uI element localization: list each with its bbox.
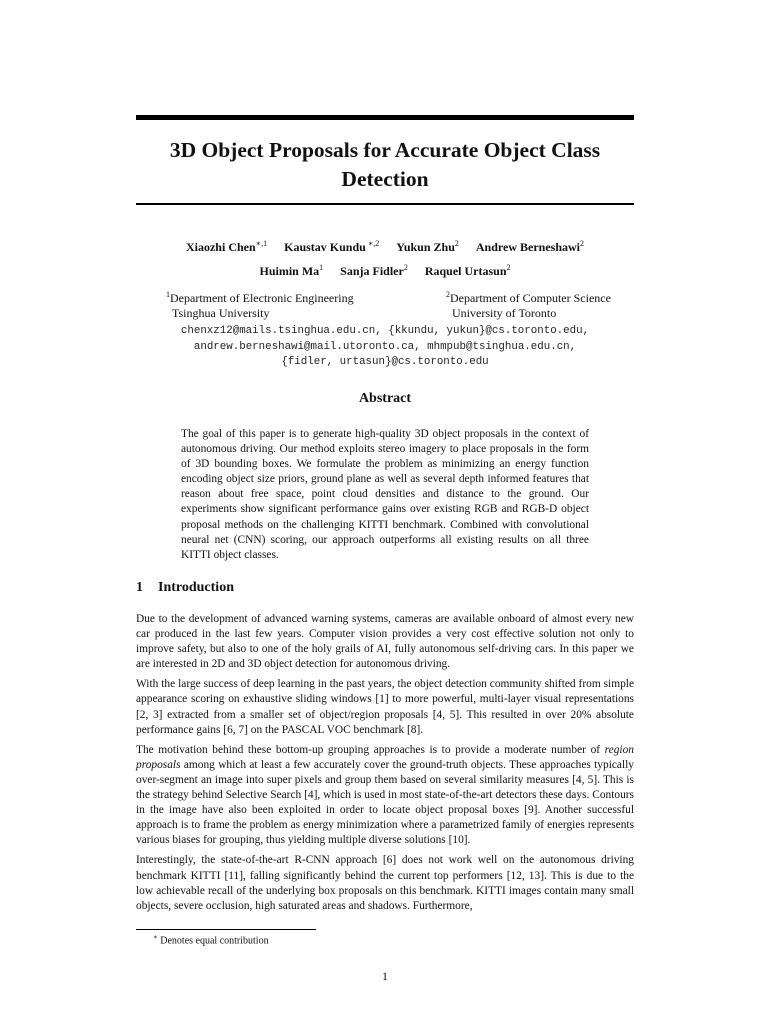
author: Yukun Zhu$^2$ [396, 239, 459, 254]
page-number: 1 [382, 969, 388, 983]
affiliation-tsinghua: $^1$Department of Electronic Engineering Tsinghua University [166, 290, 354, 320]
email-line: andrew.berneshawi@mail.utoronto.ca, mhmpub@tsinghua.edu.cn, [193, 340, 577, 353]
paragraph: The motivation behind these bottom-up grouping approaches is to provide a moderate number of region proposals among which at least a few accurately cover the ground-truth objects. These approaches typically over-segment an image into super pixels and group them based on several similarity measures [4, 5]. This is the strategy behind Selective Search [4], which is used in most state-of-the-art detectors these days. Contours in the image have also been exploited in order to locate object proposal boxes [9]. Another successful approach is to frame the problem as energy minimization where a parametrized family of energies represents various biases for grouping, thus yielding multiple diverse solutions [10]. [136, 743, 634, 847]
section-heading [136, 580, 234, 596]
author-row-1 [136, 239, 634, 255]
section-number: 1 [136, 580, 143, 595]
affiliation-toronto: $^2$Department of Computer Science University of Toronto [446, 290, 611, 320]
section-title: Introduction [158, 580, 234, 595]
author: Huimin Ma$^1$ [259, 263, 324, 278]
abstract-text: The goal of this paper is to generate high-quality 3D object proposals in the context of autonomous driving. Our method exploits stereo imagery to place proposals in the form of 3D bounding boxes. We formulate the problem as minimizing an energy function encoding object size priors, ground plane as well as several depth informed features that reason about free space, point cloud densities and distance to the ground. Our experiments show significant performance gains over existing RGB and RGB-D object proposal methods on the challenging KITTI benchmark. Combined with convolutional neural net (CNN) scoring, our approach outperforms all existing results on all three KITTI object classes. [181, 428, 589, 561]
paragraph: Interestingly, the state-of-the-art R-CNN approach [6] does not work well on the autonomous driving benchmark KITTI [11], falling significantly behind the current top performers [12, 13]. This is due to the low achievable recall of the underlying box proposals on this benchmark. KITTI images contain many small objects, severe occlusion, high saturated areas and shadows. Furthermore, [136, 854, 634, 912]
author: Sanja Fidler$^2$ [340, 263, 408, 278]
author-row-2 [136, 263, 634, 279]
paragraph: With the large success of deep learning in the past years, the object detection community shifted from simple appearance scoring on exhaustive sliding windows [1] to more powerful, multi-layer visual representations [2, 3] extracted from a smaller set of object/region proposals [4, 5]. This resulted in over 20% absolute performance gains [6, 7] on the PASCAL VOC benchmark [8]. [136, 678, 634, 736]
email-line: {fidler, urtasun}@cs.toronto.edu [281, 356, 489, 368]
author: Andrew Berneshawi$^2$ [475, 239, 584, 254]
body-text [136, 612, 634, 919]
paper-title: 3D Object Proposals for Accurate Object Class Detection [169, 138, 601, 191]
author: Xiaozhi Chen$^{∗,1}$ [185, 239, 268, 254]
author: Kaustav Kundu $^{∗,2}$ [284, 239, 380, 254]
email-line: chenxz12@mails.tsinghua.edu.cn, {kkundu, yukun}@cs.toronto.edu, [180, 325, 590, 337]
footnote: ∗ Denotes equal contribution [153, 933, 269, 947]
abstract-heading: Abstract [358, 391, 412, 406]
title-rule-bottom [136, 203, 634, 205]
title-rule-top [136, 115, 634, 120]
emphasis: region proposals [136, 743, 634, 771]
author: Raquel Urtasun$^2$ [424, 263, 511, 278]
footnote-rule [136, 929, 316, 930]
paragraph: Due to the development of advanced warning systems, cameras are available onboard of almost every new car produced in the last few years. Computer vision provides a very cost effective solution not only to improve safety, but also to one of the holy grails of AI, fully autonomous self-driving cars. In this paper we are interested in 2D and 3D object detection for autonomous driving. [136, 613, 634, 671]
author-emails [136, 324, 634, 371]
